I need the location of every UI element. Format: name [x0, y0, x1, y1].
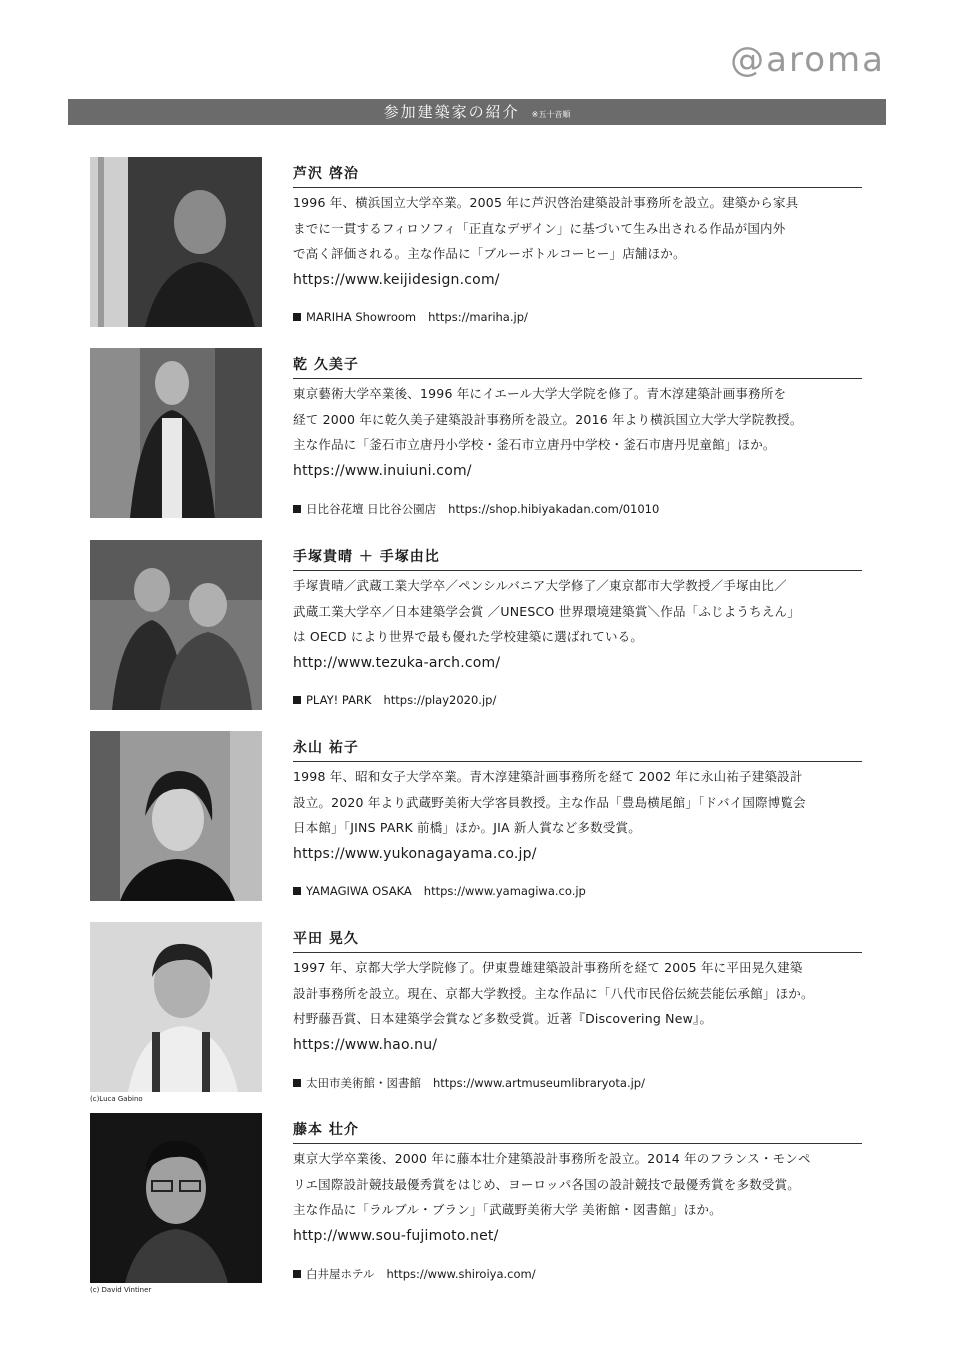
square-bullet-icon [293, 887, 301, 895]
architect-info [293, 731, 862, 898]
architect-name: 芦沢 啓治 [293, 157, 862, 188]
square-bullet-icon [293, 696, 301, 704]
banner-note: ※五十音順 [531, 110, 571, 119]
architect-photo [90, 157, 262, 327]
architect-entry [90, 348, 862, 538]
architect-entry [90, 731, 862, 921]
square-bullet-icon [293, 505, 301, 513]
venue-name: 白井屋ホテル [306, 1266, 375, 1281]
architect-photo [90, 731, 262, 901]
architect-website-link[interactable]: http://www.sou-fujimoto.net/ [293, 1227, 499, 1244]
venue-line [293, 884, 862, 898]
bio-line: 主な作品に「釜石市立唐丹小学校・釜石市立唐丹中学校・釜石市唐丹児童館」ほか。 [293, 437, 776, 452]
bio-line: 武蔵工業大学卒／日本建築学会賞 ／UNESCO 世界環境建築賞＼作品「ふじようちえん」 [293, 603, 800, 619]
architect-entry [90, 540, 862, 730]
banner-title: 参加建築家の紹介 [383, 103, 520, 121]
venue-link[interactable]: https://www.yamagiwa.co.jp [423, 883, 586, 898]
architect-photo [90, 922, 262, 1092]
venue-line [293, 1075, 862, 1091]
architect-website-link[interactable]: https://www.inuiuni.com/ [293, 462, 472, 479]
architect-bio [293, 955, 862, 1058]
photo-credit: (c) David Vintiner [90, 1286, 152, 1294]
bio-line: 東京藝術大学卒業後、1996 年にイエール大学大学院を修了。青木淳建築計画事務所を [293, 386, 787, 401]
architect-bio [293, 573, 862, 676]
venue-link[interactable]: https://www.artmuseumlibraryota.jp/ [433, 1075, 645, 1090]
bio-line: は OECD により世界で最も優れた学校建築に選ばれている。 [293, 629, 644, 644]
bio-line: 村野藤吾賞、日本建築学会賞など多数受賞。近著『Discovering New』。 [293, 1011, 713, 1026]
bio-line: 1998 年、昭和女子大学卒業。青木淳建築計画事務所を経て 2002 年に永山祐子建築設計 [293, 769, 803, 784]
venue-link[interactable]: https://shop.hibiyakadan.com/01010 [448, 501, 660, 516]
venue-line [293, 1266, 862, 1282]
square-bullet-icon [293, 1270, 301, 1278]
architect-entry [90, 922, 862, 1112]
architect-bio [293, 190, 862, 293]
architect-photo [90, 1113, 262, 1283]
venue-line [293, 693, 862, 707]
architect-info [293, 1113, 862, 1282]
architect-info [293, 157, 862, 324]
bio-line: 設計事務所を設立。現在、京都大学教授。主な作品に「八代市民俗伝統芸能伝承館」ほか。 [293, 985, 814, 1001]
bio-line: 主な作品に「ラルブル・ブラン」「武蔵野美術大学 美術館・図書館」ほか。 [293, 1202, 722, 1217]
bio-line: 1997 年、京都大学大学院修了。伊東豊雄建築設計事務所を経て 2005 年に平田晃久建築 [293, 960, 803, 975]
venue-name: MARIHA Showroom [306, 309, 417, 324]
architect-website-link[interactable]: https://www.hao.nu/ [293, 1036, 438, 1053]
bio-line: で高く評価される。主な作品に「ブルーボトルコーヒー」店舗ほか。 [293, 246, 686, 261]
architect-photo [90, 540, 262, 710]
venue-link[interactable]: https://mariha.jp/ [428, 309, 528, 324]
architect-name: 藤本 壮介 [293, 1113, 862, 1144]
venue-name: 日比谷花壇 日比谷公園店 [306, 501, 437, 516]
aroma-logo: @aroma [730, 40, 885, 80]
architect-bio [293, 381, 862, 484]
photo-credit: (c)Luca Gabino [90, 1095, 143, 1103]
bio-line: 手塚貴晴／武蔵工業大学卒／ペンシルバニア大学修了／東京都市大学教授／手塚由比／ [293, 578, 787, 593]
venue-name: PLAY! PARK [306, 692, 372, 707]
architect-entry [90, 157, 862, 347]
venue-name: YAMAGIWA OSAKA [306, 883, 412, 898]
venue-link[interactable]: https://play2020.jp/ [383, 692, 497, 707]
architect-bio [293, 1146, 862, 1249]
venue-line [293, 310, 862, 324]
architect-name: 永山 祐子 [293, 731, 862, 762]
architect-info [293, 922, 862, 1091]
architect-info [293, 540, 862, 707]
architect-name: 手塚貴晴 ＋ 手塚由比 [293, 540, 862, 571]
venue-line [293, 501, 862, 517]
architect-info [293, 348, 862, 517]
square-bullet-icon [293, 1079, 301, 1087]
architect-name: 平田 晃久 [293, 922, 862, 953]
bio-line: 東京大学卒業後、2000 年に藤本壮介建築設計事務所を設立。2014 年のフランス・モンペ [293, 1151, 811, 1166]
section-banner [68, 99, 886, 125]
bio-line: 日本館」「JINS PARK 前橋」ほか。JIA 新人賞など多数受賞。 [293, 820, 641, 835]
venue-name: 太田市美術館・図書館 [306, 1075, 421, 1090]
venue-link[interactable]: https://www.shiroiya.com/ [386, 1266, 536, 1281]
architect-bio [293, 764, 862, 867]
bio-line: リエ国際設計競技最優秀賞をはじめ、ヨーロッパ各国の設計競技で最優秀賞を多数受賞。 [293, 1176, 801, 1192]
bio-line: 設立。2020 年より武蔵野美術大学客員教授。主な作品「豊島横尾館」「ドバイ国際博覧会 [293, 794, 806, 810]
architect-entry [90, 1113, 862, 1303]
bio-line: 経て 2000 年に乾久美子建築設計事務所を設立。2016 年より横浜国立大学大学院教授。 [293, 411, 803, 427]
architect-website-link[interactable]: http://www.tezuka-arch.com/ [293, 654, 501, 671]
architect-name: 乾 久美子 [293, 348, 862, 379]
bio-line: までに一貫するフィロソフィ「正直なデザイン」に基づいて生み出される作品が国内外 [293, 220, 786, 236]
architect-website-link[interactable]: https://www.yukonagayama.co.jp/ [293, 845, 537, 862]
architect-website-link[interactable]: https://www.keijidesign.com/ [293, 271, 500, 288]
bio-line: 1996 年、横浜国立大学卒業。2005 年に芦沢啓治建築設計事務所を設立。建築から家具 [293, 195, 799, 210]
square-bullet-icon [293, 313, 301, 321]
architect-photo [90, 348, 262, 518]
